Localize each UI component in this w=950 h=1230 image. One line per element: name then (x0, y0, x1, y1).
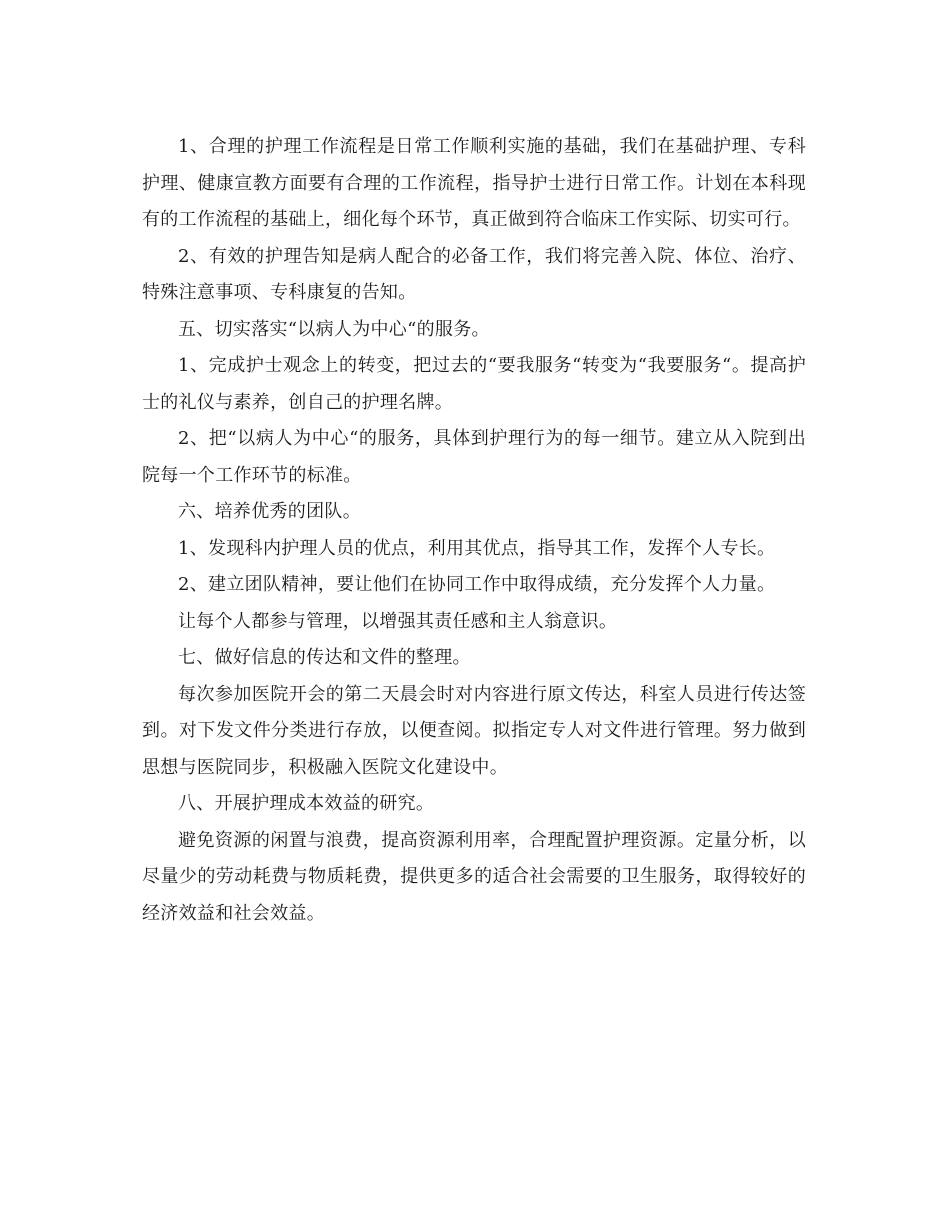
paragraph-participation: 让每个人都参与管理，以增强其责任感和主人翁意识。 (178, 610, 618, 632)
section-heading-eight: 八、开展护理成本效益的研究。 (178, 793, 435, 814)
section-heading-five: 五、切实落实“以病人为中心“的服务。 (178, 318, 490, 340)
document-body (142, 129, 806, 932)
paragraph-patient-centered: 2、把“以病人为中心“的服务，具体到护理行为的每一细节。建立从入院到出院每一个工作环节的标准。 (142, 428, 806, 486)
paragraph-cost-benefit: 避免资源的闲置与浪费，提高资源利用率，合理配置护理资源。定量分析，以尽量少的劳动耗费与物质耗费，提供更多的适合社会需要的卫生服务，取得较好的经济效益和社会效益。 (142, 829, 806, 924)
section-heading-seven: 七、做好信息的传达和文件的整理。 (178, 647, 471, 668)
paragraph-workflow: 1、合理的护理工作流程是日常工作顺利实施的基础，我们在基础护理、专科护理、健康宣教方面要有合理的工作流程，指导护士进行日常工作。计划在本科现有的工作流程的基础上，细化每个环节，真正做到符合临床工作实际、切实可行。 (142, 136, 806, 230)
section-heading-six: 六、培养优秀的团队。 (178, 501, 361, 522)
paragraph-notification: 2、有效的护理告知是病人配合的必备工作，我们将完善入院、体位、治疗、特殊注意事项、专科康复的告知。 (142, 245, 806, 303)
paragraph-team-spirit: 2、建立团队精神，要让他们在协同工作中取得成绩，充分发挥个人力量。 (178, 574, 776, 595)
paragraph-information: 每次参加医院开会的第二天晨会时对内容进行原文传达，科室人员进行传达签到。对下发文件分类进行存放，以便查阅。拟指定专人对文件进行管理。努力做到思想与医院同步，积极融入医院文化建设中。 (142, 683, 806, 778)
paragraph-strengths: 1、发现科内护理人员的优点，利用其优点，指导其工作，发挥个人专长。 (178, 537, 776, 559)
paragraph-attitude-change: 1、完成护士观念上的转变，把过去的“要我服务“转变为“我要服务“。提高护士的礼仪与素养，创自己的护理名牌。 (142, 355, 806, 413)
